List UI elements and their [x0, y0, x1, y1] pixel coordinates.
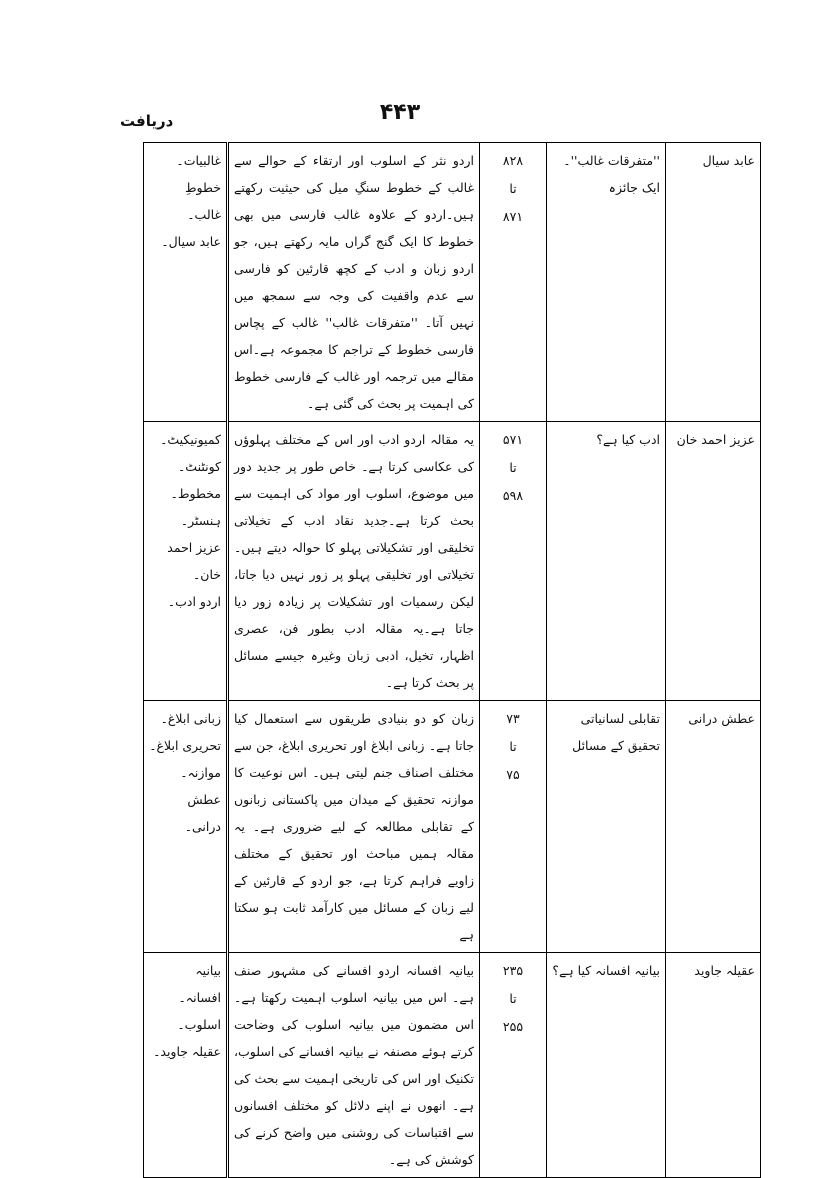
abstract-cell: اردو نثر کے اسلوب اور ارتقاء کے حوالے سے غالب کے خطوط سنگِ میل کی حیثیت رکھتے ہیں۔اردو کے علاوہ غالب فارسی میں بھی خطوط کا ایک گنج گراں مایہ رکھتے ہیں، جو اردو زبان و ادب کے کچھ قارئین کو فارسی سے عدم واقفیت کی وجہ سے سمجھ میں نہیں آتا۔ ''متفرقات غالب'' غالب کے پچاس فارسی خطوط کے تراجم کا مجموعہ ہے۔اس مقالے میں ترجمہ اور غالب کے فارسی خطوط کی اہمیت پر بحث کی گئی ہے۔: [228, 143, 480, 422]
keyword: کمیونیکیٹ۔کونٹنٹ۔: [160, 432, 221, 474]
keyword: اردو ادب۔: [167, 594, 221, 609]
page-end: ۲۵۵: [502, 1019, 524, 1034]
page-end: ۵۹۸: [502, 488, 524, 503]
keyword: اسلوب۔: [177, 1017, 221, 1032]
page-start: ۸۲۸: [502, 153, 524, 168]
title-cell: ''متفرقات غالب''۔ایک جائزہ: [547, 143, 666, 422]
author-cell: عطش درانی: [666, 701, 761, 953]
page-end: ۷۵: [506, 767, 520, 782]
keyword: عزیز احمد خان۔: [167, 540, 221, 582]
table-row: [144, 143, 761, 422]
keyword: غالبیات۔: [176, 153, 221, 168]
keyword: موازنہ۔: [180, 765, 221, 780]
keyword: مخطوط۔ ہنسٹر۔: [170, 486, 221, 528]
page-separator: تا: [509, 181, 517, 196]
pages-cell: [480, 422, 547, 701]
keyword: بیانیہ افسانہ۔: [178, 963, 221, 1005]
page-separator: تا: [509, 739, 517, 754]
pages-cell: [480, 701, 547, 953]
abstract-cell: بیانیہ افسانہ اردو افسانے کی مشہور صنف ہے۔ اس میں بیانیہ اسلوب اہمیت رکھتا ہے۔ اس مضمون میں بیانیہ اسلوب کی وضاحت کرتے ہوئے مصنفہ نے بیانیہ افسانے کی اسلوب، تکنیک اور اس کی تاریخی اہمیت سے بحث کی ہے۔ انھوں نے اپنے دلائل کو مختلف افسانوں سے اقتباسات کی روشنی میں واضح کرنے کی کوشش کی ہے۔: [228, 953, 480, 1178]
abstract-cell: یہ مقالہ اردو ادب اور اس کے مختلف پہلوؤں کی عکاسی کرتا ہے۔ خاص طور پر جدید دور میں موضوع، اسلوب اور مواد کی اہمیت سے بحث کرتا ہے۔جدید نقاد ادب کے تخیلاتی تخلیقی اور تشکیلاتی پہلو کا حوالہ دیتے ہیں۔تخیلاتی اور تخلیقی پہلو پر زور نہیں دیا جاتا، لیکن رسمیات اور تشکیلات پر زیادہ زور دیا جاتا ہے۔یہ مقالہ ادب بطور فن، عصری اظہار، تخیل، ادبی زبان وغیرہ جیسے مسائل پر بحث کرتا ہے۔: [228, 422, 480, 701]
table-row: [144, 701, 761, 953]
pages-cell: [480, 143, 547, 422]
keyword: زبانی ابلاغ۔: [160, 711, 221, 726]
title-cell: تقابلی لسانیاتی تحقیق کے مسائل: [547, 701, 666, 953]
page-start: ۵۷۱: [502, 432, 524, 447]
bibliography-table: [143, 142, 761, 1178]
page-end: ۸۷۱: [502, 209, 524, 224]
page-number: ۴۴۳: [379, 100, 421, 125]
keyword: عقیلہ جاوید۔: [153, 1044, 221, 1059]
keyword: تحریری ابلاغ۔: [149, 738, 221, 753]
title-cell: ادب کیا ہے؟: [547, 422, 666, 701]
keyword: عابد سیال۔: [161, 234, 221, 249]
author-cell: عابد سیال: [666, 143, 761, 422]
page-separator: تا: [509, 991, 517, 1006]
keywords-cell: [144, 953, 228, 1178]
pages-cell: [480, 953, 547, 1178]
page-start: ۷۳: [506, 711, 520, 726]
keywords-cell: [144, 143, 228, 422]
keywords-cell: [144, 701, 228, 953]
abstract-cell: زبان کو دو بنیادی طریقوں سے استعمال کیا جاتا ہے۔ زبانی ابلاغ اور تحریری ابلاغ، جن سے مختلف اصناف جنم لیتی ہیں۔ اس نوعیت کا موازنہ تحقیق کے میدان میں پاکستانی زبانوں کے تقابلی مطالعہ کے لیے ضروری ہے۔ یہ مقالہ ہمیں مباحث اور تحقیق کے مختلف زاویے فراہم کرتا ہے، جو اردو کے قارئین کے لیے زبان کے مسائل میں کارآمد ثابت ہو سکتا ہے: [228, 701, 480, 953]
page-start: ۲۳۵: [502, 963, 524, 978]
page-separator: تا: [509, 460, 517, 475]
author-cell: عزیز احمد خان: [666, 422, 761, 701]
keyword: خطوطِ غالب۔: [185, 180, 221, 222]
table-row: [144, 953, 761, 1178]
journal-name: دریافت: [120, 112, 174, 130]
author-cell: عقیلہ جاوید: [666, 953, 761, 1178]
keywords-cell: [144, 422, 228, 701]
table-row: [144, 422, 761, 701]
title-cell: بیانیہ افسانہ کیا ہے؟: [547, 953, 666, 1178]
keyword: عطش درانی۔: [184, 792, 221, 834]
